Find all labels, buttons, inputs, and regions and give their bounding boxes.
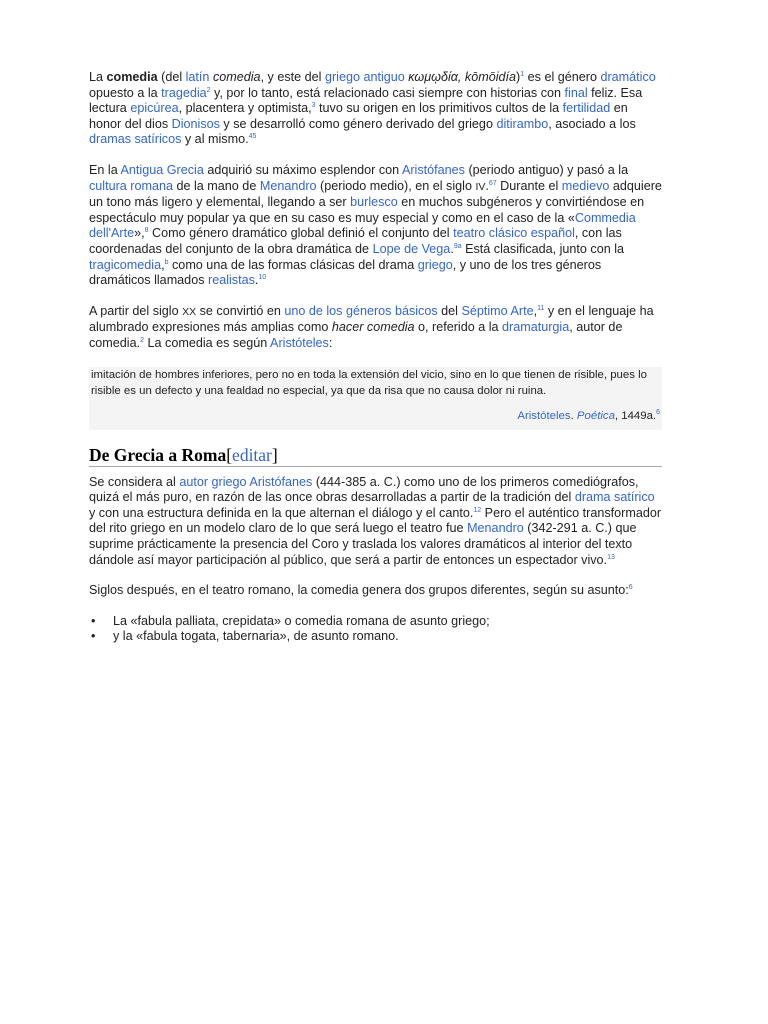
text: Siglos después, en el teatro romano, la comedia genera dos grupos diferentes, según su asunto: [89,583,629,598]
link-dramaturgia[interactable]: dramaturgia [502,320,570,335]
text: La [89,70,107,84]
text: , 1449a. [614,409,657,422]
heading-title: De Grecia a Roma [89,445,227,466]
text: de la mano de [173,178,260,193]
paragraph-grecia [89,163,662,289]
link-burlesco[interactable]: burlesco [350,195,398,210]
link-latin[interactable]: latín [185,70,210,84]
edit-bracket: ] [271,445,278,466]
link-generos-basicos[interactable]: uno de los géneros básicos [284,303,438,318]
text: , asociado a los [548,116,636,131]
text: (periodo antiguo) y pasó a la [464,162,629,177]
text: ) [516,70,521,84]
link-commedia-dellarte[interactable]: Commedia dell'Arte [89,210,636,241]
text: . [450,241,454,256]
blockquote [89,367,662,431]
reference-link[interactable]: 10 [258,274,267,282]
text: , placentera y optimista, [178,101,312,116]
text: y en el lenguaje ha alumbrado expresiones más amplias como [89,303,654,335]
link-tragedia[interactable]: tragedia [161,85,207,100]
link-realistas[interactable]: realistas [208,273,255,288]
paragraph-intro [89,70,662,148]
link-cite-work[interactable]: Poética [576,409,615,422]
text: y, por lo tanto, está relacionado casi siempre con historias con [210,85,565,100]
text: , [161,257,165,272]
paragraph-aristofanes [89,475,662,569]
quote-citation [89,405,662,431]
link-final[interactable]: final [564,85,588,100]
text: feliz. Esa lectura [89,85,643,116]
text: A partir del siglo [89,303,183,318]
reference-link[interactable]: 45 [248,133,257,141]
text: , y este del [260,70,325,84]
text: del [437,303,462,318]
bold-term: comedia [106,70,158,84]
link-cultura-romana[interactable]: cultura romana [89,178,173,193]
link-lope-de-vega[interactable]: Lope de Vega [372,241,451,256]
list-item: • y la «fabula togata, tabernaria», de asunto romano. [113,629,662,645]
italic-term: comedia [212,70,261,84]
section-heading [89,445,662,467]
century-numeral: XX [182,305,197,318]
link-epicurea[interactable]: epicúrea [130,101,179,116]
link-griego[interactable]: griego [417,257,453,272]
text: , y uno de los tres géneros dramáticos llamados [89,257,602,288]
reference-link[interactable]: 67 [488,179,497,187]
edit-bracket: [ [226,445,233,466]
reference-link[interactable]: 11 [537,304,545,312]
link-aristofanes[interactable]: Aristófanes [401,162,465,177]
reference-link[interactable]: 3 [311,102,316,110]
text: : [328,335,333,350]
italic-term: κωμῳδία, kōmōidía [408,70,517,84]
link-cite-author[interactable]: Aristóteles [517,409,571,422]
text: Como género dramático global definió el conjunto del [148,226,454,241]
list-item: • La «fabula palliata, crepidata» o comedia romana de asunto griego; [113,614,662,630]
text: En la [89,162,121,177]
paragraph-siglo-xx [89,304,662,352]
text: adquiere un tono más ligero y elemental, llegando a ser [89,178,662,210]
text: (periodo medio), en el siglo [316,178,476,193]
link-drama-satirico[interactable]: drama satírico [574,490,655,505]
text: , autor de comedia. [89,320,623,350]
link-griego-antiguo[interactable]: griego antiguo [324,70,405,84]
text: Pero el auténtico transformador del rito griego en un modelo claro de lo que será luego el teatro fue [89,505,662,536]
text: opuesto a la [89,85,162,100]
link-medievo[interactable]: medievo [561,178,610,193]
text: , [533,303,538,318]
paragraph-teatro-romano [89,583,662,599]
link-dramas-satiricos[interactable]: dramas satíricos [89,132,182,147]
text: (del [157,70,186,84]
century-numeral: IV [475,180,486,193]
link-dionisos[interactable]: Dionisos [171,116,220,131]
text: (444-385 a. C.) como uno de los primeros comediógrafos, quizá el más puro, en razón de las once obras desarrolladas a partir de la tradición del [89,474,639,505]
reference-link[interactable]: 8 [144,227,149,235]
reference-link[interactable]: 13 [607,553,615,561]
text: se convirtió en [196,303,285,318]
italic-term: hacer comedia [331,320,415,335]
text: adquirió su máximo esplendor con [203,162,402,177]
link-septimo-arte[interactable]: Séptimo Arte [461,303,534,318]
note-link[interactable]: b [164,258,169,266]
reference-link[interactable]: 2 [206,86,211,94]
text: . [485,178,489,193]
link-tragicomedia[interactable]: tragicomedia [89,257,162,272]
reference-link[interactable]: 6 [656,408,660,416]
reference-link[interactable]: 12 [473,506,482,514]
link-autor-griego[interactable]: autor griego [179,474,247,489]
text: . [570,409,577,422]
text: », [134,226,145,241]
text: en muchos subgéneros y convirtiéndose en espectáculo muy popular ya que en su caso es muy especial y como en el caso de la « [89,195,645,225]
text: Se considera al [89,474,180,489]
link-dramatico[interactable]: dramático [600,70,656,84]
text: o, referido a la [414,320,503,335]
link-teatro-clasico-espanol[interactable]: teatro clásico español [453,226,575,241]
reference-link[interactable]: 2 [140,336,145,344]
text: y al mismo. [181,132,249,147]
reference-link[interactable]: 6 [628,584,633,592]
text: , con las coordenadas del conjunto de la obra dramática de [89,226,622,256]
link-menandro[interactable]: Menandro [467,521,524,536]
link-menandro[interactable]: Menandro [259,178,317,193]
link-ditirambo[interactable]: ditirambo [496,116,549,131]
link-fertilidad[interactable]: fertilidad [562,101,611,116]
text: como una de las formas clásicas del drama [168,257,418,272]
text: es el género [524,70,601,84]
text: y con una estructura definida en la que alternan el diálogo y el canto. [89,505,474,520]
link-aristofanes[interactable]: Aristófanes [249,474,313,489]
bullet-list [89,614,662,645]
link-aristoteles[interactable]: Aristóteles [270,335,329,350]
reference-link[interactable]: 9a [453,242,462,250]
text: en honor del dios [89,101,628,131]
text: Está clasificada, junto con la [461,241,625,256]
text: tuvo su origen en los primitivos cultos de la [315,101,563,116]
text: (342-291 a. C.) que suprime prácticamente la presencia del Coro y traslada los valores dramáticos al interior del texto dándole así mayor participación al público, que será a partir de entonces un espectador vivo. [89,521,637,567]
text: y se desarrolló como género derivado del griego [219,116,497,131]
edit-section-link[interactable]: editar [232,445,272,466]
article-body [89,70,662,645]
text: . [254,273,259,288]
text: Durante el [496,178,562,193]
text: La comedia es según [144,335,271,350]
link-antigua-grecia[interactable]: Antigua Grecia [120,162,204,177]
reference-link[interactable]: 1 [520,71,525,78]
quote-text: imitación de hombres inferiores, pero no en toda la extensión del vicio, sino en lo que tienen de risible, pues lo risible es un defecto y una fealdad no especial, ya que da risa que no causa dolor ni ruina. [91,368,647,397]
